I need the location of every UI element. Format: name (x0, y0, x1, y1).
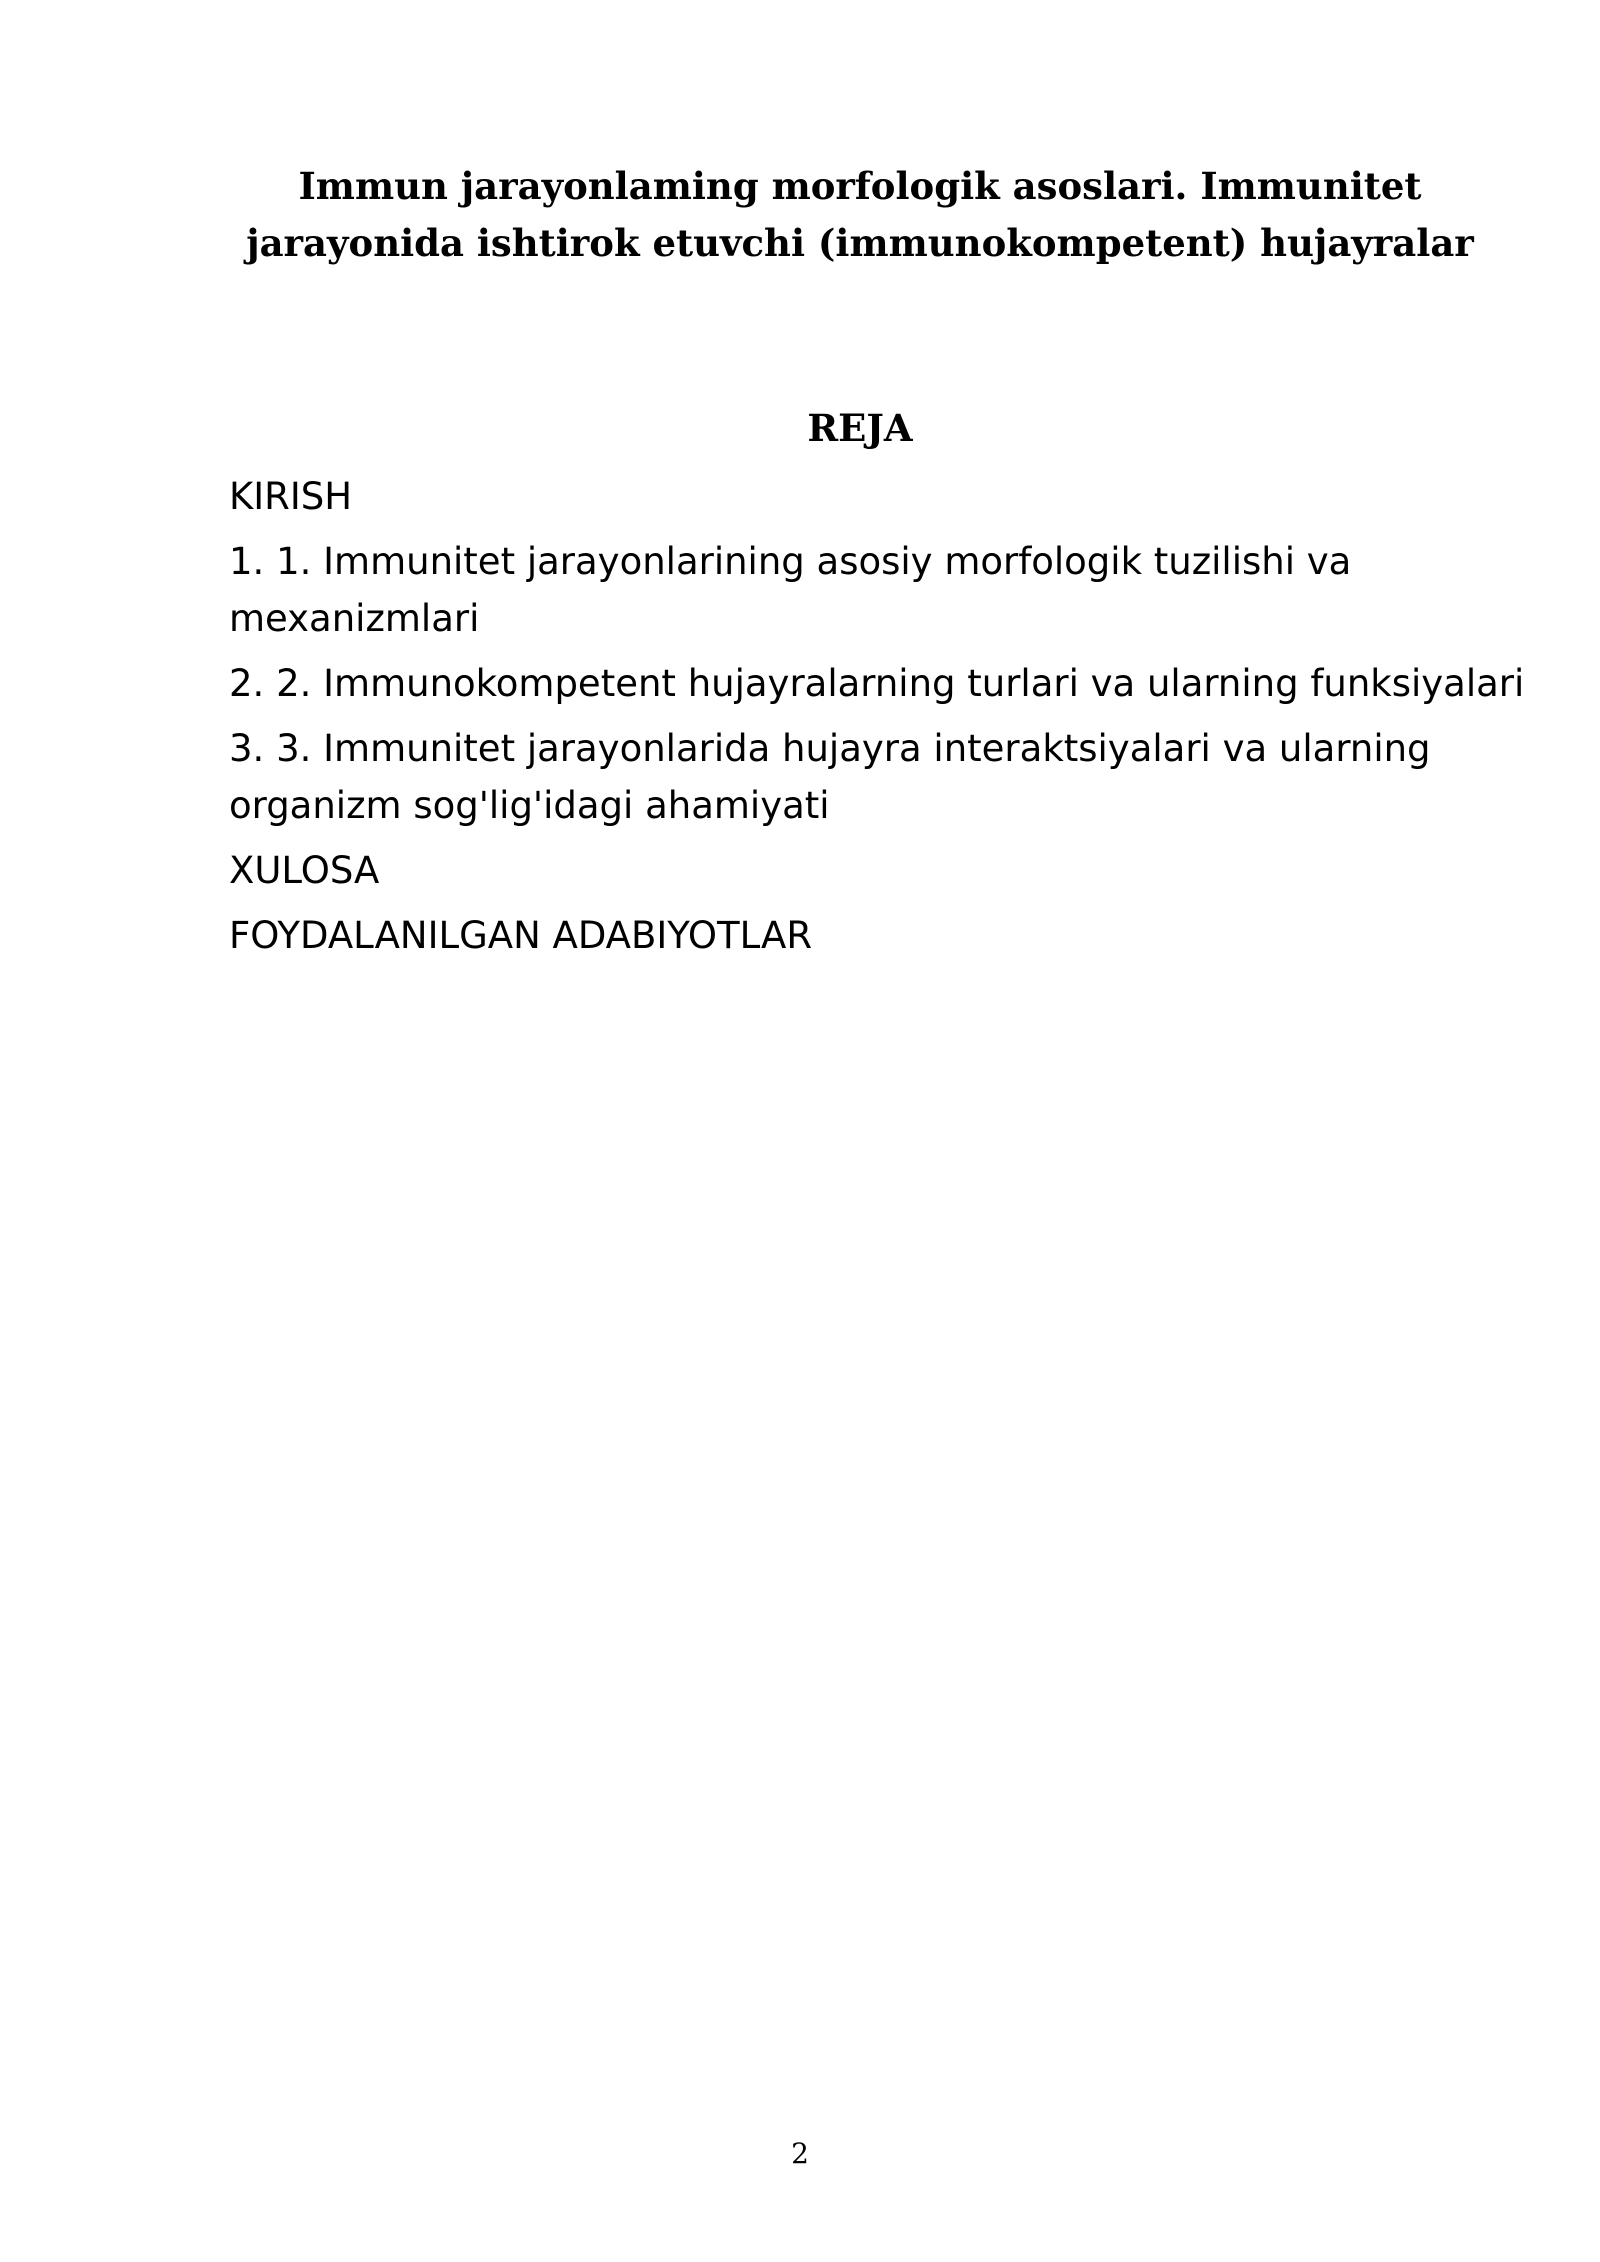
plan-item-2: 2. 2. Immunokompetent hujayralarning turlari va ularning funksiyalari (229, 662, 1525, 705)
plan-item-references: FOYDALANILGAN ADABIYOTLAR (229, 914, 813, 957)
plan-item-1: 1. 1. Immunitet jarayonlarining asosiy morfologik tuzilishi va mexanizmlari (229, 540, 1352, 640)
page-number: 2 (791, 2137, 809, 2170)
plan-list (229, 468, 1529, 972)
plan-item-3: 3. 3. Immunitet jarayonlarida hujayra interaktsiyalari va ularning organizm sog'lig'idagi ahamiyati (229, 727, 1431, 827)
document-title: Immun jarayonlaming morfologik asoslari. Immunitet jarayonida ishtirok etuvchi (immunokompetent) hujayralar (246, 164, 1474, 265)
plan-item-introduction: KIRISH (229, 475, 353, 518)
plan-heading: REJA (807, 406, 913, 450)
plan-item-conclusion: XULOSA (229, 849, 380, 892)
